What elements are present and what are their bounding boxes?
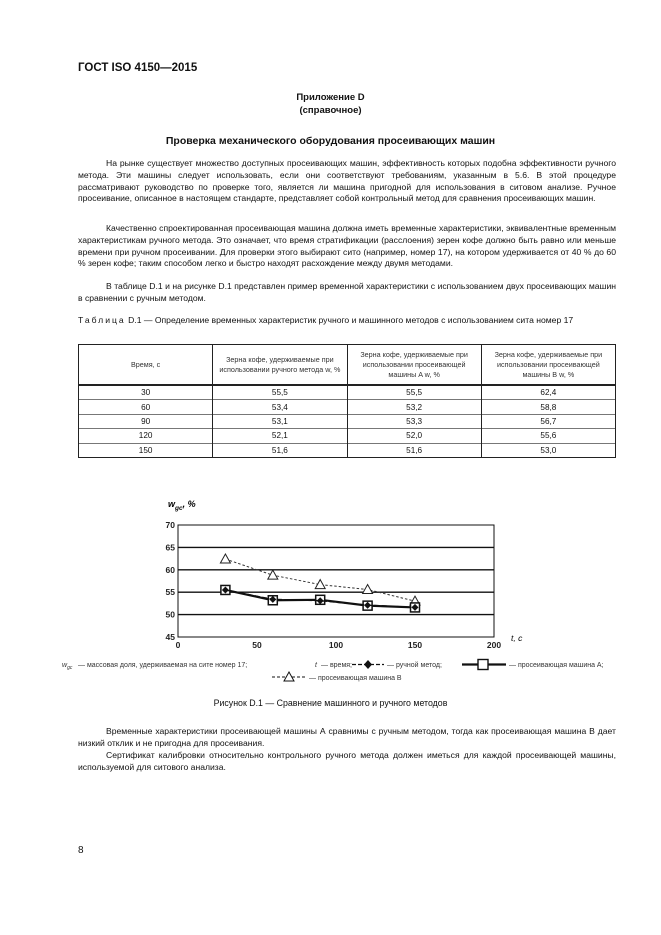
cell-machine-b: 62,4 [481,385,615,400]
cell-manual: 53,1 [213,414,347,428]
cell-time: 90 [79,414,213,428]
data-point-machine-b [268,570,278,579]
cell-time: 60 [79,400,213,414]
paragraph-2: Качественно спроектированная просеивающая машина должна иметь временные характеристики, эквивалентные временным характеристикам ручного метода. Это означает, что время стратификации (расслоения) зерен кофе должно быть равно или меньше времени при ручном просеивании. Для проверки этого выбирают сито (например, номер 17), на котором удерживается от 40 % до 60 % зерен кофе; таким способом легко и быстро находят расхождение между двумя методами. [78,223,616,269]
table-row [79,429,616,443]
cell-machine-b: 58,8 [481,400,615,414]
y-tick-label: 65 [165,542,175,553]
table-caption-text: D.1 — Определение временных характеристик ручного и машинного методов с использованием сита номер 17 [128,315,574,325]
chart-series [220,554,420,612]
table-caption-label: Таблица [78,315,126,325]
cell-machine-b: 56,7 [481,414,615,428]
cell-machine-a: 53,2 [347,400,481,414]
x-axis-label: t, с [511,633,523,643]
annex-subtitle: (справочное) [299,105,362,116]
cell-manual: 52,1 [213,429,347,443]
y-tick-label: 45 [165,632,175,642]
table-caption [78,314,618,326]
chart-grid [178,525,494,637]
x-tick-label: 50 [252,640,262,650]
y-tick-label: 50 [165,609,175,620]
legend-time-symbol: t [315,662,317,669]
chart-legend [62,660,604,683]
cell-manual: 51,6 [213,443,347,457]
cell-machine-a: 55,5 [347,385,481,400]
cell-time: 120 [79,429,213,443]
cell-machine-a: 52,0 [347,429,481,443]
chart-ticks [166,520,502,650]
legend-machine-b: — просеивающая машина В [309,675,402,682]
header-machine-a: Зерна кофе, удерживаемые при использовании просеивающей машины A w, % [347,345,481,386]
legend-time: — время; [321,662,352,669]
page-number: 8 [78,845,84,856]
x-tick-label: 0 [175,640,181,650]
x-tick-label: 200 [486,640,502,650]
data-point-machine-b [220,554,230,563]
cell-machine-b: 53,0 [481,443,615,457]
table-row [79,414,616,428]
cell-machine-a: 53,3 [347,414,481,428]
header-manual: Зерна кофе, удерживаемые при использовании ручного метода w, % [213,345,347,386]
plot-frame [178,525,494,637]
closing-paragraph-2: Сертификат калибровки относительно контрольного ручного метода должен иметься для каждой просеивающей машины, используемой для ситового анализа. [78,750,616,772]
annex-title: Приложение D [296,92,365,103]
y-axis-label: $w_{gc}$, % [168,499,196,512]
header-machine-b: Зерна кофе, удерживаемые при использовании просеивающей машины B w, % [481,345,615,386]
cell-time: 30 [79,385,213,400]
data-table [78,344,616,458]
x-tick-label: 150 [407,640,423,650]
header-time: Время, с [79,345,213,386]
cell-manual: 53,4 [213,400,347,414]
table-row [79,443,616,457]
table-row [79,400,616,414]
y-tick-label: 55 [165,587,175,598]
section-title: Проверка механического оборудования просеивающих машин [165,135,496,147]
cell-machine-b: 55,6 [481,429,615,443]
cell-time: 150 [79,443,213,457]
cell-machine-a: 51,6 [347,443,481,457]
legend-wgc-symbol: $w_{gc}$ [62,662,73,671]
legend-diamond-icon [364,660,372,669]
legend-square-icon [478,660,488,670]
cell-manual: 55,5 [213,385,347,400]
document-header: ГОСТ ISO 4150—2015 [78,62,198,74]
table-row [79,385,616,400]
closing-paragraph-1: Временные характеристики просеивающей машины А сравнимы с ручным методом, тогда как просеивающая машина В дает низкий отклик и не пригодна для просеивания. [78,726,616,748]
y-tick-label: 60 [165,564,175,575]
figure-caption: Рисунок D.1 — Сравнение машинного и ручного методов [213,698,448,708]
paragraph-3: В таблице D.1 и на рисунке D.1 представлен пример временной характеристики с использованием двух просеивающих машин в сравнении с ручным методом. [78,281,616,303]
table-header-row [79,345,616,386]
legend-manual: — ручной метод; [387,662,442,669]
legend-machine-a: — просеивающая машина А; [509,662,604,669]
x-tick-label: 100 [328,640,344,650]
data-point-machine-b [363,585,373,594]
line-chart [60,490,620,685]
y-tick-label: 70 [165,520,175,530]
paragraph-1: На рынке существует множество доступных просеивающих машин, эффективность которых подобна эффективности ручного метода. Эти машины следует использовать, если они соответствуют требованиям, указанным в 5.6. В этой процедуре рассматривают руководство по проверке того, является ли машина пригодной для использования в ситовом анализе. Ручное просеивание, описанное в настоящем стандарте, представляет собой контрольный метод для сравнения просеивающих машин. [78,158,616,204]
legend-mass-fraction: — массовая доля, удерживаемая на сите номер 17; [78,662,248,669]
